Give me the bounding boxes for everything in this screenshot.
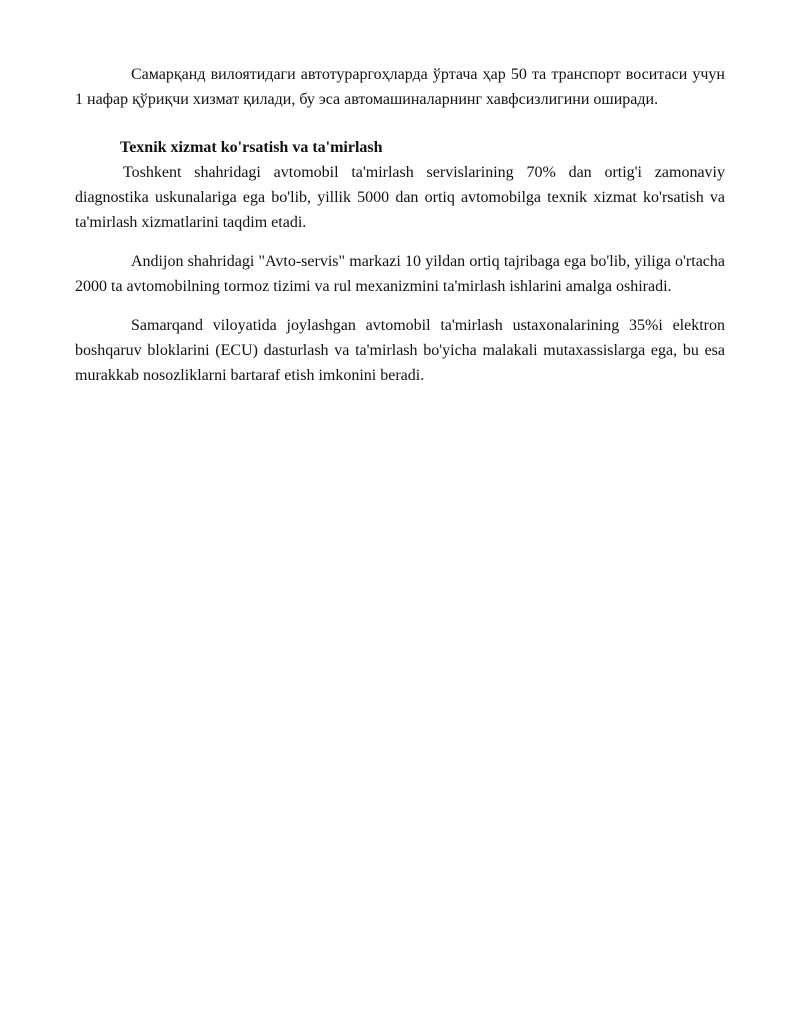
paragraph-andijan-service: Andijon shahridagi "Avto-servis" markazi 10 yildan ortiq tajribaga ega bo'lib, yiliga o'rtacha 2000 ta avtomobilning tormoz tizimi va rul mexanizmini ta'mirlash ishlarini amalga oshiradi. — [75, 253, 725, 295]
paragraph-tashkent-service: Toshkent shahridagi avtomobil ta'mirlash servislarining 70% dan ortig'i zamonaviy diagnostika uskunalariga ega bo'lib, yillik 5000 dan ortiq avtomobilga texnik xizmat ko'rsatish va ta'mirlash xizmatlarini taqdim etadi. — [75, 164, 725, 231]
section-heading: Texnik xizmat ko'rsatish va ta'mirlash — [120, 139, 383, 156]
document-page — [75, 62, 725, 388]
paragraph-samarkand-workshops: Samarqand viloyatida joylashgan avtomobil ta'mirlash ustaxonalarining 35%i elektron boshqaruv bloklarini (ECU) dasturlash va ta'mirlash bo'yicha malakali mutaxassislarga ega, bu esa murakkab nosozliklarni bartaraf etish imkonini beradi. — [75, 317, 725, 384]
paragraph-parking-security: Самарқанд вилоятидаги автотураргоҳларда ўртача ҳар 50 та транспорт воситаси учун 1 нафар қўриқчи хизмат қилади, бу эса автомашиналарнинг хавфсизлигини оширади. — [75, 66, 725, 108]
